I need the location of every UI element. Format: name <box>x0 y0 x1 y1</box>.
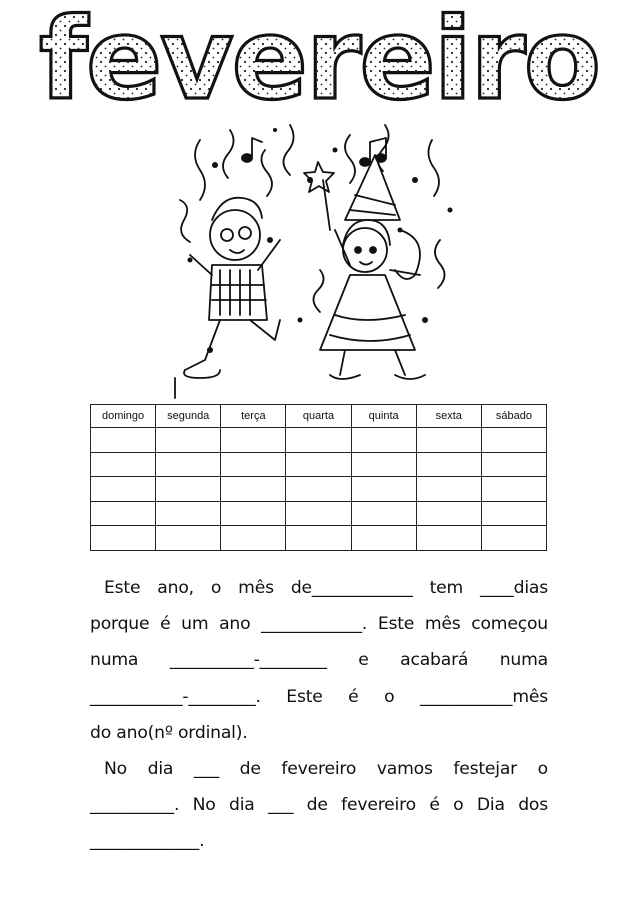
calendar-cell <box>351 501 416 526</box>
calendar-cell <box>351 452 416 477</box>
calendar-cell <box>221 452 286 477</box>
calendar-week-row <box>91 452 547 477</box>
calendar-cell <box>221 501 286 526</box>
calendar-cell <box>351 526 416 551</box>
calendar-cell <box>156 501 221 526</box>
calendar-cell <box>221 477 286 502</box>
paragraph-line: _____________. <box>90 831 205 852</box>
calendar-cell <box>481 428 546 453</box>
day-header: quarta <box>286 405 351 428</box>
paragraph-1 <box>90 570 548 751</box>
paragraph-line: ___________-________. Este é o ___________mês <box>90 686 548 707</box>
day-header: quinta <box>351 405 416 428</box>
calendar-cell <box>481 501 546 526</box>
day-header: domingo <box>91 405 156 428</box>
calendar-week-row <box>91 501 547 526</box>
calendar-cell <box>91 526 156 551</box>
calendar-header-row <box>91 405 547 428</box>
paragraph-line: porque é um ano ____________. Este mês começou <box>90 614 548 635</box>
paragraph-line: do ano(nº ordinal). <box>90 722 248 743</box>
calendar-table <box>90 404 547 551</box>
calendar-cell <box>286 501 351 526</box>
calendar-cell <box>481 477 546 502</box>
calendar-cell <box>286 477 351 502</box>
calendar-cell <box>156 526 221 551</box>
exercise-text <box>90 570 548 860</box>
calendar-cell <box>91 428 156 453</box>
page-title <box>0 6 638 116</box>
calendar-cell <box>91 452 156 477</box>
paragraph-line: __________. No dia ___ de fevereiro é o Dia dos <box>90 795 548 816</box>
calendar-cell <box>221 428 286 453</box>
calendar-week-row <box>91 428 547 453</box>
calendar-cell <box>351 477 416 502</box>
calendar-cell <box>286 526 351 551</box>
calendar-cell <box>416 452 481 477</box>
day-header: sábado <box>481 405 546 428</box>
calendar-cell <box>156 428 221 453</box>
carnival-illustration <box>170 120 460 400</box>
paragraph-line: numa __________-________ e acabará numa <box>90 650 548 671</box>
calendar-week-row <box>91 526 547 551</box>
paragraph-2 <box>90 751 548 860</box>
paragraph-line: Este ano, o mês de____________ tem ____dias <box>104 578 548 598</box>
calendar-cell <box>221 526 286 551</box>
calendar-cell <box>351 428 416 453</box>
calendar-cell <box>286 452 351 477</box>
calendar-cell <box>416 501 481 526</box>
paragraph-line: No dia ___ de fevereiro vamos festejar o <box>104 759 548 780</box>
calendar-cell <box>481 452 546 477</box>
calendar-cell <box>481 526 546 551</box>
calendar-cell <box>156 452 221 477</box>
calendar-cell <box>286 428 351 453</box>
day-header: segunda <box>156 405 221 428</box>
title-text: fevereiro <box>39 6 599 116</box>
calendar-cell <box>91 501 156 526</box>
calendar-cell <box>416 428 481 453</box>
calendar-cell <box>156 477 221 502</box>
calendar-cell <box>91 477 156 502</box>
day-header: terça <box>221 405 286 428</box>
calendar-cell <box>416 526 481 551</box>
calendar-cell <box>416 477 481 502</box>
calendar-week-row <box>91 477 547 502</box>
day-header: sexta <box>416 405 481 428</box>
